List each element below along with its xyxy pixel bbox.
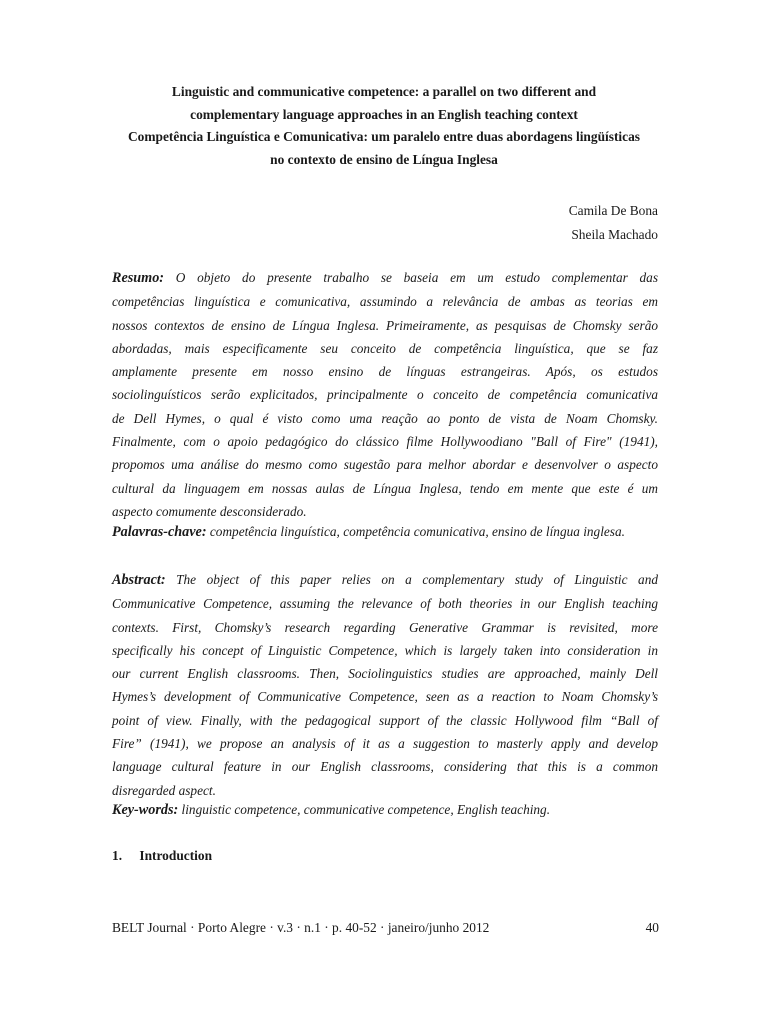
abstract-line: Communicative Competence, assuming the relevance of both theories in our English teaching <box>112 596 658 612</box>
paper-title <box>100 81 668 171</box>
abstract-line: Hymes’s development of Communicative Competence, seen as a reaction to Noam Chomsky’s <box>112 689 658 705</box>
palavras-chave <box>112 522 672 542</box>
section-heading <box>112 848 212 864</box>
resumo-line: cultural da linguagem em nossas aulas de Língua Inglesa, tendo em mente que este é um <box>112 480 658 496</box>
resumo-line: de Dell Hymes, o qual é visto como uma reação ao ponto de vista de Noam Chomsky. <box>112 410 658 426</box>
resumo-line: Finalmente, com o apoio pedagógico do clássico filme Hollywoodiano "Ball of Fire" (1941), <box>112 434 658 450</box>
resumo-line: sociolinguísticos serão explicitados, principalmente o conceito de competência comunicativa <box>112 387 658 403</box>
author-name: Camila De Bona <box>568 203 658 218</box>
palavras-chave-text: competência linguística, competência comunicativa, ensino de língua inglesa. <box>209 524 625 539</box>
palavras-chave-label: Palavras-chave: <box>112 524 207 540</box>
resumo-line: nossos contextos de ensino de Língua Inglesa. Primeiramente, as pesquisas de Chomsky serão <box>112 317 658 333</box>
page-footer <box>112 920 659 936</box>
abstract-line: contexts. First, Chomsky’s research regarding Generative Grammar is revisited, more <box>112 619 658 635</box>
title-line: complementary language approaches in an English teaching context <box>190 106 578 122</box>
key-words-text: linguistic competence, communicative competence, English teaching. <box>181 802 551 817</box>
section-title: Introduction <box>139 848 213 863</box>
abstract-line: language cultural feature in our English classrooms, considering that this is a common <box>112 759 658 775</box>
abstract-line: our current English classrooms. Then, Sociolinguistics studies are approached, mainly Dell <box>112 666 658 682</box>
title-line: Linguistic and communicative competence: a parallel on two different and <box>171 84 597 99</box>
abstract-line: The object of this paper relies on a complementary study of Linguistic and <box>176 572 658 587</box>
author-list <box>569 199 658 247</box>
abstract-label: Abstract: <box>112 572 166 588</box>
abstract-line: disregarded aspect. <box>112 782 216 798</box>
key-words <box>112 800 672 820</box>
key-words-label: Key-words: <box>112 802 179 818</box>
resumo-label: Resumo: <box>112 270 165 286</box>
resumo-line: amplamente presente em nosso ensino de línguas estrangeiras. Após, os estudos <box>112 364 658 380</box>
journal-citation: BELT Journal · Porto Alegre · v.3 · n.1 · p. 40-52 · janeiro/junho 2012 <box>112 920 490 935</box>
resumo-line: O objeto do presente trabalho se baseia em um estudo complementar das <box>175 270 658 285</box>
resumo-paragraph <box>112 266 658 523</box>
abstract-line: point of view. Finally, with the pedagogical support of the classic Hollywood film “Ball of <box>112 712 658 728</box>
abstract-line: specifically his concept of Linguistic Competence, which is largely taken into consideration in <box>112 642 658 658</box>
page-number: 40 <box>645 920 659 935</box>
title-line: Competência Linguística e Comunicativa: um paralelo entre duas abordagens lingüísticas <box>128 129 640 144</box>
resumo-line: abordadas, mais especificamente seu conceito de competência linguística, que se faz <box>112 340 658 356</box>
resumo-line: propomos uma análise do mesmo como sugestão para melhor abordar e desenvolver o aspecto <box>112 457 658 473</box>
title-line: no contexto de ensino de Língua Inglesa <box>270 151 498 167</box>
resumo-line: aspecto comumente desconsiderado. <box>112 503 307 519</box>
author-name: Sheila Machado <box>571 227 658 242</box>
abstract-paragraph <box>112 568 658 802</box>
abstract-line: Fire” (1941), we propose an analysis of it as a suggestion to masterly apply and develop <box>112 736 658 752</box>
section-number: 1. <box>112 848 123 863</box>
resumo-line: competências linguística e comunicativa, assumindo a relevância de ambas as teorias em <box>112 294 658 310</box>
